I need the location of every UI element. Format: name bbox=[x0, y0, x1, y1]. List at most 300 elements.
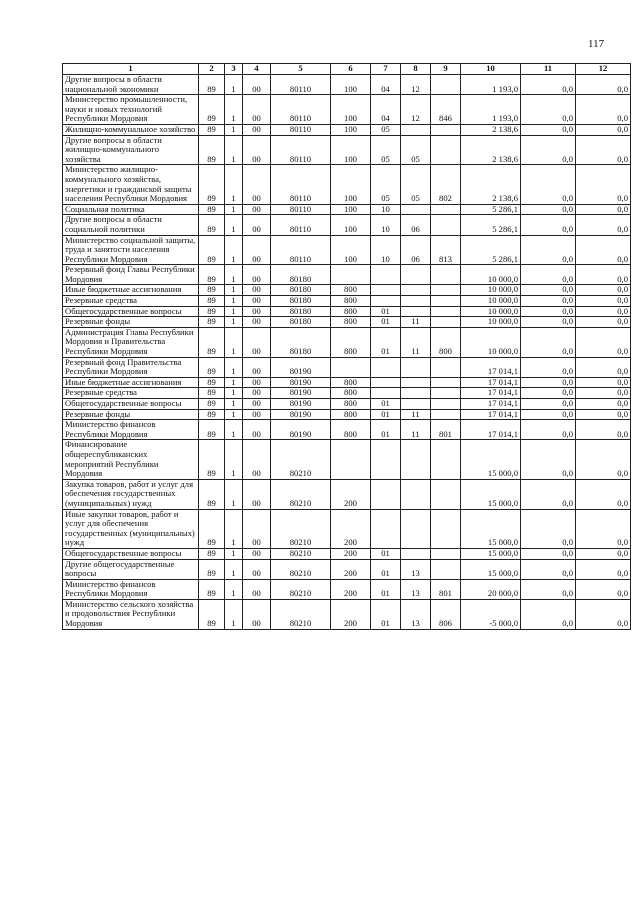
ministry-code-cell bbox=[431, 285, 461, 296]
section-cell: 01 bbox=[371, 306, 401, 317]
ministry-code-cell: 801 bbox=[431, 579, 461, 599]
amount-12-cell: 0,0 bbox=[576, 75, 631, 95]
item-name-cell: Резервный фонд Правительства Республики Мордовия bbox=[63, 357, 199, 377]
amount-12-cell: 0,0 bbox=[576, 357, 631, 377]
column-header: 3 bbox=[225, 64, 243, 75]
column-header: 8 bbox=[401, 64, 431, 75]
amount-cell: 5 286,1 bbox=[461, 204, 521, 215]
subsection-cell bbox=[401, 440, 431, 479]
budget-table bbox=[62, 63, 631, 630]
table-row bbox=[63, 95, 631, 125]
amount-12-cell: 0,0 bbox=[576, 548, 631, 559]
target-code-cell: 80210 bbox=[271, 599, 331, 629]
ministry-code-cell bbox=[431, 479, 461, 509]
code-3-cell: 1 bbox=[225, 215, 243, 235]
code-2-cell: 89 bbox=[199, 296, 225, 307]
table-row bbox=[63, 440, 631, 479]
section-cell: 01 bbox=[371, 420, 401, 440]
target-code-cell: 80210 bbox=[271, 548, 331, 559]
code-2-cell: 89 bbox=[199, 235, 225, 265]
amount-11-cell: 0,0 bbox=[521, 399, 576, 410]
amount-12-cell: 0,0 bbox=[576, 296, 631, 307]
code-4-cell: 00 bbox=[243, 235, 271, 265]
item-name-cell: Жилищно-коммунальное хозяйство bbox=[63, 124, 199, 135]
table-row bbox=[63, 285, 631, 296]
target-code-cell: 80110 bbox=[271, 124, 331, 135]
amount-11-cell: 0,0 bbox=[521, 317, 576, 328]
target-code-cell: 80190 bbox=[271, 399, 331, 410]
amount-11-cell: 0,0 bbox=[521, 124, 576, 135]
expense-type-cell: 200 bbox=[331, 559, 371, 579]
amount-11-cell: 0,0 bbox=[521, 95, 576, 125]
section-cell: 05 bbox=[371, 135, 401, 165]
item-name-cell: Министерство промышленности, науки и новых технологий Республики Мордовия bbox=[63, 95, 199, 125]
amount-cell: 2 138,6 bbox=[461, 135, 521, 165]
target-code-cell: 80210 bbox=[271, 559, 331, 579]
target-code-cell: 80180 bbox=[271, 306, 331, 317]
amount-cell: 2 138,6 bbox=[461, 165, 521, 204]
code-2-cell: 89 bbox=[199, 599, 225, 629]
amount-11-cell: 0,0 bbox=[521, 306, 576, 317]
item-name-cell: Общегосударственные вопросы bbox=[63, 548, 199, 559]
code-2-cell: 89 bbox=[199, 306, 225, 317]
code-3-cell: 1 bbox=[225, 306, 243, 317]
ministry-code-cell bbox=[431, 204, 461, 215]
expense-type-cell: 100 bbox=[331, 135, 371, 165]
amount-12-cell: 0,0 bbox=[576, 409, 631, 420]
page-number: 117 bbox=[588, 38, 605, 50]
amount-cell: 15 000,0 bbox=[461, 559, 521, 579]
section-cell: 05 bbox=[371, 165, 401, 204]
amount-12-cell: 0,0 bbox=[576, 377, 631, 388]
item-name-cell: Другие вопросы в области национальной экономики bbox=[63, 75, 199, 95]
amount-11-cell: 0,0 bbox=[521, 420, 576, 440]
target-code-cell: 80210 bbox=[271, 479, 331, 509]
amount-11-cell: 0,0 bbox=[521, 548, 576, 559]
amount-11-cell: 0,0 bbox=[521, 135, 576, 165]
target-code-cell: 80180 bbox=[271, 317, 331, 328]
amount-cell: 10 000,0 bbox=[461, 317, 521, 328]
expense-type-cell bbox=[331, 440, 371, 479]
code-3-cell: 1 bbox=[225, 399, 243, 410]
amount-cell: 17 014,1 bbox=[461, 409, 521, 420]
expense-type-cell: 200 bbox=[331, 479, 371, 509]
section-cell: 01 bbox=[371, 409, 401, 420]
code-4-cell: 00 bbox=[243, 420, 271, 440]
code-3-cell: 1 bbox=[225, 409, 243, 420]
code-4-cell: 00 bbox=[243, 388, 271, 399]
amount-cell: 17 014,1 bbox=[461, 420, 521, 440]
amount-cell: 15 000,0 bbox=[461, 509, 521, 548]
amount-cell: 17 014,1 bbox=[461, 377, 521, 388]
code-3-cell: 1 bbox=[225, 599, 243, 629]
table-row bbox=[63, 135, 631, 165]
code-4-cell: 00 bbox=[243, 579, 271, 599]
section-cell: 10 bbox=[371, 215, 401, 235]
subsection-cell bbox=[401, 204, 431, 215]
ministry-code-cell bbox=[431, 317, 461, 328]
ministry-code-cell: 800 bbox=[431, 327, 461, 357]
amount-cell: 17 014,1 bbox=[461, 399, 521, 410]
code-2-cell: 89 bbox=[199, 95, 225, 125]
expense-type-cell: 800 bbox=[331, 377, 371, 388]
code-4-cell: 00 bbox=[243, 215, 271, 235]
code-3-cell: 1 bbox=[225, 95, 243, 125]
code-4-cell: 00 bbox=[243, 265, 271, 285]
code-2-cell: 89 bbox=[199, 75, 225, 95]
code-3-cell: 1 bbox=[225, 235, 243, 265]
table-row bbox=[63, 306, 631, 317]
code-2-cell: 89 bbox=[199, 559, 225, 579]
section-cell: 01 bbox=[371, 317, 401, 328]
amount-11-cell: 0,0 bbox=[521, 327, 576, 357]
ministry-code-cell bbox=[431, 75, 461, 95]
ministry-code-cell bbox=[431, 409, 461, 420]
table-row bbox=[63, 75, 631, 95]
subsection-cell bbox=[401, 357, 431, 377]
table-row bbox=[63, 265, 631, 285]
amount-12-cell: 0,0 bbox=[576, 599, 631, 629]
amount-11-cell: 0,0 bbox=[521, 559, 576, 579]
table-body bbox=[63, 75, 631, 630]
expense-type-cell: 100 bbox=[331, 95, 371, 125]
table-row bbox=[63, 509, 631, 548]
code-2-cell: 89 bbox=[199, 204, 225, 215]
target-code-cell: 80190 bbox=[271, 388, 331, 399]
code-2-cell: 89 bbox=[199, 420, 225, 440]
ministry-code-cell: 802 bbox=[431, 165, 461, 204]
ministry-code-cell bbox=[431, 296, 461, 307]
amount-11-cell: 0,0 bbox=[521, 296, 576, 307]
amount-12-cell: 0,0 bbox=[576, 285, 631, 296]
code-4-cell: 00 bbox=[243, 75, 271, 95]
code-2-cell: 89 bbox=[199, 548, 225, 559]
code-4-cell: 00 bbox=[243, 440, 271, 479]
table-row bbox=[63, 399, 631, 410]
subsection-cell bbox=[401, 479, 431, 509]
amount-11-cell: 0,0 bbox=[521, 388, 576, 399]
table-row bbox=[63, 235, 631, 265]
subsection-cell: 12 bbox=[401, 95, 431, 125]
section-cell bbox=[371, 377, 401, 388]
expense-type-cell: 800 bbox=[331, 399, 371, 410]
amount-12-cell: 0,0 bbox=[576, 388, 631, 399]
code-4-cell: 00 bbox=[243, 165, 271, 204]
code-3-cell: 1 bbox=[225, 440, 243, 479]
amount-12-cell: 0,0 bbox=[576, 420, 631, 440]
table-row bbox=[63, 479, 631, 509]
subsection-cell bbox=[401, 306, 431, 317]
subsection-cell: 06 bbox=[401, 215, 431, 235]
column-header: 9 bbox=[431, 64, 461, 75]
target-code-cell: 80180 bbox=[271, 327, 331, 357]
amount-11-cell: 0,0 bbox=[521, 265, 576, 285]
amount-cell: 5 286,1 bbox=[461, 235, 521, 265]
amount-12-cell: 0,0 bbox=[576, 135, 631, 165]
ministry-code-cell: 801 bbox=[431, 420, 461, 440]
table-row bbox=[63, 377, 631, 388]
ministry-code-cell: 806 bbox=[431, 599, 461, 629]
table-row bbox=[63, 357, 631, 377]
amount-cell: 10 000,0 bbox=[461, 296, 521, 307]
subsection-cell: 13 bbox=[401, 559, 431, 579]
target-code-cell: 80210 bbox=[271, 579, 331, 599]
code-3-cell: 1 bbox=[225, 559, 243, 579]
code-4-cell: 00 bbox=[243, 124, 271, 135]
code-4-cell: 00 bbox=[243, 559, 271, 579]
table-row bbox=[63, 548, 631, 559]
ministry-code-cell bbox=[431, 440, 461, 479]
expense-type-cell: 100 bbox=[331, 75, 371, 95]
amount-11-cell: 0,0 bbox=[521, 285, 576, 296]
amount-cell: 17 014,1 bbox=[461, 388, 521, 399]
amount-12-cell: 0,0 bbox=[576, 265, 631, 285]
amount-cell: 10 000,0 bbox=[461, 306, 521, 317]
code-4-cell: 00 bbox=[243, 95, 271, 125]
code-3-cell: 1 bbox=[225, 135, 243, 165]
code-3-cell: 1 bbox=[225, 296, 243, 307]
expense-type-cell bbox=[331, 357, 371, 377]
section-cell: 01 bbox=[371, 399, 401, 410]
table-row bbox=[63, 124, 631, 135]
target-code-cell: 80110 bbox=[271, 135, 331, 165]
column-header: 2 bbox=[199, 64, 225, 75]
amount-12-cell: 0,0 bbox=[576, 204, 631, 215]
table-row bbox=[63, 559, 631, 579]
subsection-cell bbox=[401, 548, 431, 559]
target-code-cell: 80210 bbox=[271, 509, 331, 548]
code-2-cell: 89 bbox=[199, 399, 225, 410]
table-row bbox=[63, 579, 631, 599]
expense-type-cell: 800 bbox=[331, 285, 371, 296]
amount-cell: -5 000,0 bbox=[461, 599, 521, 629]
code-3-cell: 1 bbox=[225, 420, 243, 440]
ministry-code-cell: 846 bbox=[431, 95, 461, 125]
expense-type-cell: 100 bbox=[331, 124, 371, 135]
subsection-cell bbox=[401, 265, 431, 285]
code-2-cell: 89 bbox=[199, 357, 225, 377]
item-name-cell: Иные бюджетные ассигнования bbox=[63, 377, 199, 388]
ministry-code-cell bbox=[431, 548, 461, 559]
item-name-cell: Финансирование общереспубликанских мероприятий Республики Мордовия bbox=[63, 440, 199, 479]
column-header: 10 bbox=[461, 64, 521, 75]
target-code-cell: 80110 bbox=[271, 235, 331, 265]
code-2-cell: 89 bbox=[199, 285, 225, 296]
code-2-cell: 89 bbox=[199, 165, 225, 204]
code-2-cell: 89 bbox=[199, 215, 225, 235]
item-name-cell: Иные бюджетные ассигнования bbox=[63, 285, 199, 296]
item-name-cell: Закупка товаров, работ и услуг для обеспечения государственных (муниципальных) нужд bbox=[63, 479, 199, 509]
code-3-cell: 1 bbox=[225, 579, 243, 599]
code-3-cell: 1 bbox=[225, 509, 243, 548]
target-code-cell: 80180 bbox=[271, 296, 331, 307]
amount-cell: 1 193,0 bbox=[461, 75, 521, 95]
target-code-cell: 80210 bbox=[271, 440, 331, 479]
code-4-cell: 00 bbox=[243, 399, 271, 410]
code-4-cell: 00 bbox=[243, 327, 271, 357]
target-code-cell: 80110 bbox=[271, 215, 331, 235]
subsection-cell bbox=[401, 399, 431, 410]
section-cell: 04 bbox=[371, 95, 401, 125]
subsection-cell bbox=[401, 285, 431, 296]
amount-12-cell: 0,0 bbox=[576, 215, 631, 235]
ministry-code-cell bbox=[431, 357, 461, 377]
amount-cell: 17 014,1 bbox=[461, 357, 521, 377]
column-header: 6 bbox=[331, 64, 371, 75]
code-3-cell: 1 bbox=[225, 165, 243, 204]
code-4-cell: 00 bbox=[243, 479, 271, 509]
item-name-cell: Другие вопросы в области социальной политики bbox=[63, 215, 199, 235]
amount-cell: 5 286,1 bbox=[461, 215, 521, 235]
subsection-cell: 11 bbox=[401, 420, 431, 440]
item-name-cell: Социальная политика bbox=[63, 204, 199, 215]
table-row bbox=[63, 165, 631, 204]
item-name-cell: Резервные средства bbox=[63, 296, 199, 307]
code-3-cell: 1 bbox=[225, 285, 243, 296]
subsection-cell bbox=[401, 377, 431, 388]
code-3-cell: 1 bbox=[225, 317, 243, 328]
amount-11-cell: 0,0 bbox=[521, 204, 576, 215]
subsection-cell bbox=[401, 124, 431, 135]
amount-12-cell: 0,0 bbox=[576, 440, 631, 479]
amount-cell: 20 000,0 bbox=[461, 579, 521, 599]
target-code-cell: 80190 bbox=[271, 377, 331, 388]
target-code-cell: 80180 bbox=[271, 285, 331, 296]
target-code-cell: 80110 bbox=[271, 204, 331, 215]
code-4-cell: 00 bbox=[243, 135, 271, 165]
section-cell: 01 bbox=[371, 548, 401, 559]
code-4-cell: 00 bbox=[243, 306, 271, 317]
code-3-cell: 1 bbox=[225, 357, 243, 377]
expense-type-cell: 800 bbox=[331, 327, 371, 357]
target-code-cell: 80110 bbox=[271, 165, 331, 204]
target-code-cell: 80190 bbox=[271, 409, 331, 420]
subsection-cell bbox=[401, 509, 431, 548]
table-row bbox=[63, 327, 631, 357]
code-2-cell: 89 bbox=[199, 409, 225, 420]
expense-type-cell: 800 bbox=[331, 420, 371, 440]
amount-12-cell: 0,0 bbox=[576, 124, 631, 135]
code-2-cell: 89 bbox=[199, 479, 225, 509]
code-2-cell: 89 bbox=[199, 124, 225, 135]
target-code-cell: 80110 bbox=[271, 95, 331, 125]
amount-12-cell: 0,0 bbox=[576, 327, 631, 357]
amount-12-cell: 0,0 bbox=[576, 579, 631, 599]
column-header: 5 bbox=[271, 64, 331, 75]
section-cell: 01 bbox=[371, 327, 401, 357]
item-name-cell: Резервный фонд Главы Республики Мордовия bbox=[63, 265, 199, 285]
column-header: 12 bbox=[576, 64, 631, 75]
code-3-cell: 1 bbox=[225, 548, 243, 559]
amount-12-cell: 0,0 bbox=[576, 317, 631, 328]
item-name-cell: Министерство социальной защиты, труда и занятости населения Республики Мордовия bbox=[63, 235, 199, 265]
amount-cell: 10 000,0 bbox=[461, 327, 521, 357]
expense-type-cell: 200 bbox=[331, 579, 371, 599]
table-row bbox=[63, 317, 631, 328]
subsection-cell: 05 bbox=[401, 135, 431, 165]
code-2-cell: 89 bbox=[199, 317, 225, 328]
item-name-cell: Резервные фонды bbox=[63, 409, 199, 420]
table-row bbox=[63, 204, 631, 215]
code-2-cell: 89 bbox=[199, 135, 225, 165]
item-name-cell: Министерство жилищно-коммунального хозяйства, энергетики и гражданской защиты населения Республики Мордовия bbox=[63, 165, 199, 204]
amount-11-cell: 0,0 bbox=[521, 235, 576, 265]
ministry-code-cell bbox=[431, 265, 461, 285]
amount-cell: 15 000,0 bbox=[461, 548, 521, 559]
item-name-cell: Иные закупки товаров, работ и услуг для обеспечения государственных (муниципальных) нужд bbox=[63, 509, 199, 548]
code-2-cell: 89 bbox=[199, 327, 225, 357]
target-code-cell: 80180 bbox=[271, 265, 331, 285]
item-name-cell: Другие вопросы в области жилищно-коммунального хозяйства bbox=[63, 135, 199, 165]
ministry-code-cell bbox=[431, 388, 461, 399]
section-cell: 01 bbox=[371, 559, 401, 579]
code-3-cell: 1 bbox=[225, 388, 243, 399]
subsection-cell: 05 bbox=[401, 165, 431, 204]
amount-12-cell: 0,0 bbox=[576, 509, 631, 548]
target-code-cell: 80110 bbox=[271, 75, 331, 95]
amount-11-cell: 0,0 bbox=[521, 165, 576, 204]
amount-12-cell: 0,0 bbox=[576, 399, 631, 410]
code-4-cell: 00 bbox=[243, 599, 271, 629]
section-cell bbox=[371, 357, 401, 377]
amount-12-cell: 0,0 bbox=[576, 235, 631, 265]
expense-type-cell: 800 bbox=[331, 409, 371, 420]
expense-type-cell: 100 bbox=[331, 165, 371, 204]
ministry-code-cell bbox=[431, 509, 461, 548]
section-cell bbox=[371, 509, 401, 548]
amount-cell: 10 000,0 bbox=[461, 285, 521, 296]
code-2-cell: 89 bbox=[199, 265, 225, 285]
column-header: 7 bbox=[371, 64, 401, 75]
expense-type-cell: 200 bbox=[331, 509, 371, 548]
code-2-cell: 89 bbox=[199, 440, 225, 479]
section-cell bbox=[371, 285, 401, 296]
amount-cell: 1 193,0 bbox=[461, 95, 521, 125]
item-name-cell: Министерство финансов Республики Мордовия bbox=[63, 420, 199, 440]
section-cell: 05 bbox=[371, 124, 401, 135]
item-name-cell: Резервные средства bbox=[63, 388, 199, 399]
amount-11-cell: 0,0 bbox=[521, 377, 576, 388]
table-row bbox=[63, 420, 631, 440]
expense-type-cell: 200 bbox=[331, 548, 371, 559]
code-3-cell: 1 bbox=[225, 204, 243, 215]
expense-type-cell: 100 bbox=[331, 204, 371, 215]
amount-12-cell: 0,0 bbox=[576, 559, 631, 579]
target-code-cell: 80190 bbox=[271, 357, 331, 377]
section-cell: 10 bbox=[371, 204, 401, 215]
amount-11-cell: 0,0 bbox=[521, 479, 576, 509]
expense-type-cell bbox=[331, 265, 371, 285]
code-4-cell: 00 bbox=[243, 409, 271, 420]
section-cell: 04 bbox=[371, 75, 401, 95]
code-4-cell: 00 bbox=[243, 377, 271, 388]
ministry-code-cell bbox=[431, 306, 461, 317]
code-3-cell: 1 bbox=[225, 327, 243, 357]
item-name-cell: Общегосударственные вопросы bbox=[63, 306, 199, 317]
ministry-code-cell bbox=[431, 559, 461, 579]
code-3-cell: 1 bbox=[225, 124, 243, 135]
amount-11-cell: 0,0 bbox=[521, 509, 576, 548]
ministry-code-cell: 813 bbox=[431, 235, 461, 265]
subsection-cell: 06 bbox=[401, 235, 431, 265]
ministry-code-cell bbox=[431, 215, 461, 235]
code-3-cell: 1 bbox=[225, 377, 243, 388]
subsection-cell bbox=[401, 296, 431, 307]
amount-11-cell: 0,0 bbox=[521, 579, 576, 599]
subsection-cell: 11 bbox=[401, 409, 431, 420]
code-2-cell: 89 bbox=[199, 377, 225, 388]
target-code-cell: 80190 bbox=[271, 420, 331, 440]
